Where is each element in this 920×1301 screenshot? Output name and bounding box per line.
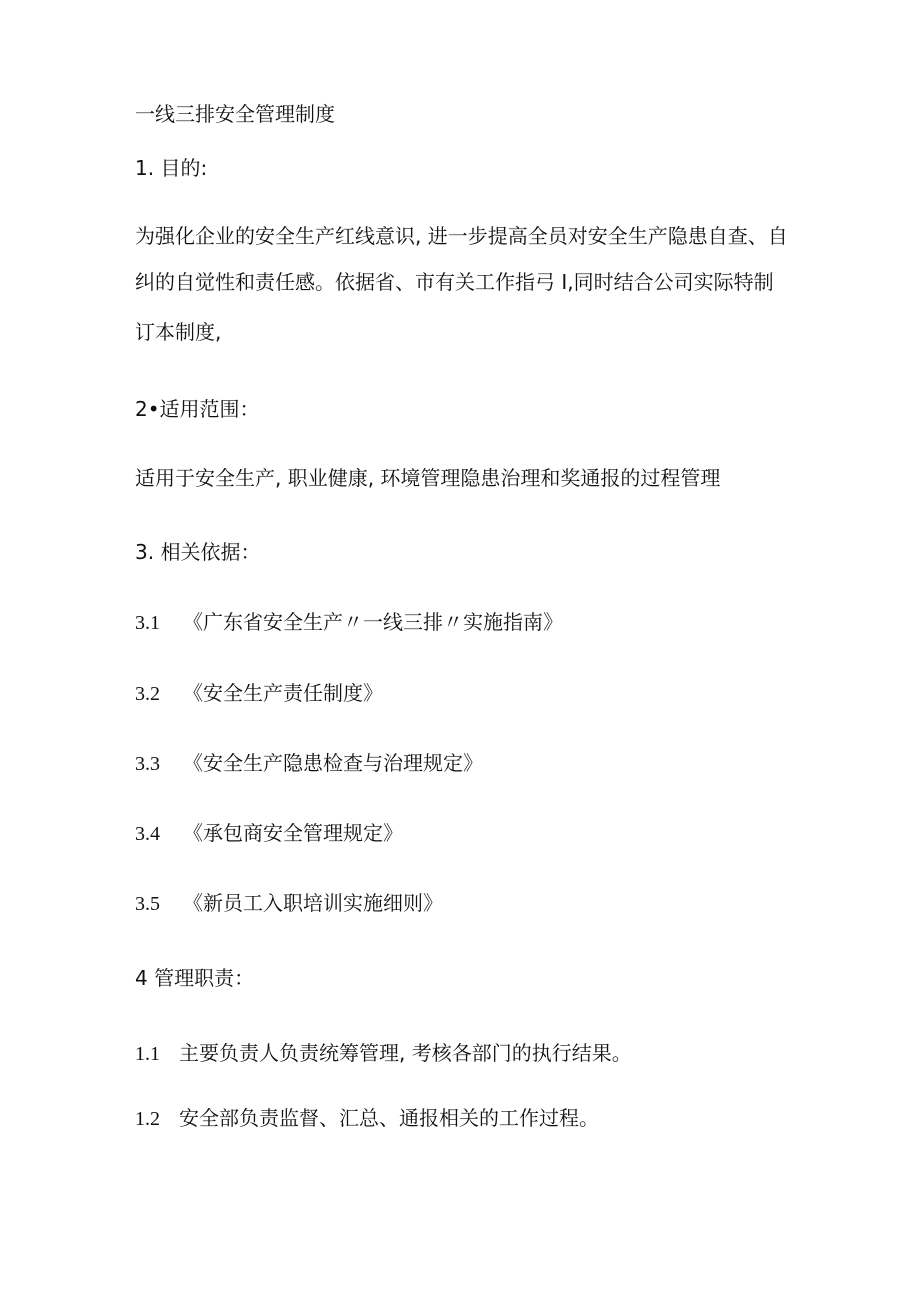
- reference-number: 3.3: [135, 753, 160, 775]
- document-title: 一线三排安全管理制度: [135, 102, 335, 126]
- reference-item-3-1: [135, 610, 563, 635]
- scope-heading: 2•适用范围：: [135, 397, 260, 421]
- duties-heading: 4 管理职责：: [135, 966, 255, 990]
- purpose-line-1: 为强化企业的安全生产红线意识, 进一步提高全员对安全生产隐患自查、自: [135, 224, 788, 248]
- purpose-line-3: 订本制度,: [135, 320, 222, 344]
- references-heading: 3. 相关依据：: [135, 540, 261, 564]
- purpose-line-2: 纠的自觉性和责任感。依据省、市有关工作指弓 I,同时结合公司实际特制: [135, 270, 774, 294]
- reference-item-3-2: [135, 681, 383, 706]
- reference-text: 《安全生产责任制度》: [183, 681, 383, 705]
- reference-item-3-3: [135, 751, 483, 776]
- reference-text: 《广东省安全生产〃一线三排〃实施指南》: [183, 610, 563, 634]
- reference-number: 3.1: [135, 612, 160, 634]
- scope-text: 适用于安全生产, 职业健康, 环境管理隐患治理和奖通报的过程管理: [135, 466, 721, 490]
- duty-text: 安全部负责监督、汇总、通报相关的工作过程。: [179, 1106, 599, 1130]
- reference-item-3-4: [135, 821, 403, 846]
- duty-number: 1.1: [135, 1043, 160, 1065]
- duty-item-1-2: [135, 1106, 599, 1131]
- purpose-heading: 1. 目的:: [135, 156, 208, 180]
- reference-text: 《新员工入职培训实施细则》: [183, 891, 443, 915]
- reference-number: 3.5: [135, 893, 160, 915]
- duty-number: 1.2: [135, 1108, 160, 1130]
- reference-text: 《承包商安全管理规定》: [183, 821, 403, 845]
- reference-number: 3.4: [135, 823, 160, 845]
- duty-text: 主要负责人负责统筹管理, 考核各部门的执行结果。: [179, 1041, 632, 1065]
- reference-item-3-5: [135, 891, 443, 916]
- duty-item-1-1: [135, 1041, 632, 1066]
- reference-number: 3.2: [135, 683, 160, 705]
- reference-text: 《安全生产隐患检查与治理规定》: [183, 751, 483, 775]
